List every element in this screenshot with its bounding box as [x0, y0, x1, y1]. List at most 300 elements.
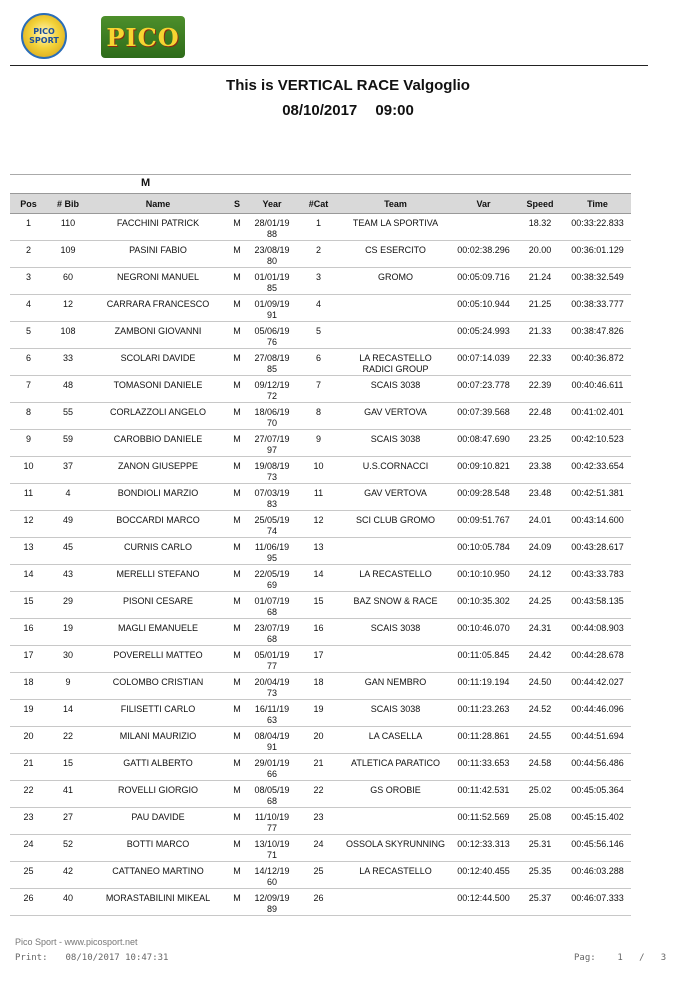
cell-name: POVERELLI MATTEO	[89, 646, 227, 673]
cell-cat: 17	[297, 646, 340, 673]
cell-pos: 10	[10, 457, 47, 484]
cell-cat: 13	[297, 538, 340, 565]
cell-var: 00:11:28.861	[451, 727, 516, 754]
cell-var: 00:08:47.690	[451, 430, 516, 457]
cell-team: GROMO	[340, 268, 451, 295]
cell-team: U.S.CORNACCI	[340, 457, 451, 484]
cell-var: 00:10:35.302	[451, 592, 516, 619]
cell-cat: 21	[297, 754, 340, 781]
cell-sex: M	[227, 538, 247, 565]
cell-time: 00:43:58.135	[564, 592, 631, 619]
cell-var: 00:10:05.784	[451, 538, 516, 565]
cell-year: 09/12/19 72	[247, 376, 297, 403]
table-row	[10, 430, 631, 457]
cell-bib: 27	[47, 808, 89, 835]
cell-cat: 3	[297, 268, 340, 295]
cell-year: 08/05/19 68	[247, 781, 297, 808]
cell-bib: 41	[47, 781, 89, 808]
cell-speed: 21.24	[516, 268, 564, 295]
cell-year: 28/01/19 88	[247, 214, 297, 241]
cell-var	[451, 214, 516, 241]
cell-bib: 42	[47, 862, 89, 889]
print-label: Print:	[15, 953, 48, 963]
cell-pos: 15	[10, 592, 47, 619]
cell-team: CS ESERCITO	[340, 241, 451, 268]
col-header-team: Team	[340, 194, 451, 214]
cell-time: 00:46:03.288	[564, 862, 631, 889]
col-header-bib: # Bib	[47, 194, 89, 214]
cell-year: 25/05/19 74	[247, 511, 297, 538]
cell-year: 27/08/19 85	[247, 349, 297, 376]
cell-speed: 24.55	[516, 727, 564, 754]
cell-pos: 9	[10, 430, 47, 457]
pico-event-logo	[101, 16, 185, 58]
cell-pos: 20	[10, 727, 47, 754]
cell-year: 14/12/19 60	[247, 862, 297, 889]
cell-speed: 25.35	[516, 862, 564, 889]
cell-speed: 25.37	[516, 889, 564, 916]
cell-sex: M	[227, 592, 247, 619]
cell-team: GS OROBIE	[340, 781, 451, 808]
col-header-speed: Speed	[516, 194, 564, 214]
cell-cat: 11	[297, 484, 340, 511]
cell-year: 05/06/19 76	[247, 322, 297, 349]
cell-bib: 4	[47, 484, 89, 511]
cell-bib: 9	[47, 673, 89, 700]
cell-var: 00:11:52.569	[451, 808, 516, 835]
cell-var: 00:10:46.070	[451, 619, 516, 646]
cell-name: PAU DAVIDE	[89, 808, 227, 835]
cell-sex: M	[227, 700, 247, 727]
cell-var: 00:07:39.568	[451, 403, 516, 430]
cell-time: 00:33:22.833	[564, 214, 631, 241]
table-row	[10, 403, 631, 430]
table-row	[10, 268, 631, 295]
cell-year: 01/09/19 91	[247, 295, 297, 322]
cell-year: 29/01/19 66	[247, 754, 297, 781]
cell-name: TOMASONI DANIELE	[89, 376, 227, 403]
cell-time: 00:44:08.903	[564, 619, 631, 646]
cell-bib: 48	[47, 376, 89, 403]
cell-team: SCI CLUB GROMO	[340, 511, 451, 538]
table-row	[10, 808, 631, 835]
cell-year: 01/07/19 68	[247, 592, 297, 619]
cell-year: 11/10/19 77	[247, 808, 297, 835]
cell-sex: M	[227, 619, 247, 646]
cell-var: 00:11:33.653	[451, 754, 516, 781]
race-datetime: 08/10/2017 09:00	[282, 102, 414, 119]
cell-time: 00:38:32.549	[564, 268, 631, 295]
cell-speed: 24.09	[516, 538, 564, 565]
cell-speed: 24.25	[516, 592, 564, 619]
col-header-sex: S	[227, 194, 247, 214]
cell-speed: 25.31	[516, 835, 564, 862]
cell-team: LA RECASTELLO RADICI GROUP	[340, 349, 451, 376]
cell-team: ATLETICA PARATICO	[340, 754, 451, 781]
cell-name: NEGRONI MANUEL	[89, 268, 227, 295]
race-title: This is VERTICAL RACE Valgoglio	[226, 77, 470, 94]
cell-bib: 33	[47, 349, 89, 376]
cell-year: 08/04/19 91	[247, 727, 297, 754]
cell-speed: 25.08	[516, 808, 564, 835]
cell-speed: 23.48	[516, 484, 564, 511]
cell-sex: M	[227, 646, 247, 673]
cell-sex: M	[227, 376, 247, 403]
cell-pos: 1	[10, 214, 47, 241]
cell-cat: 16	[297, 619, 340, 646]
cell-bib: 108	[47, 322, 89, 349]
cell-bib: 60	[47, 268, 89, 295]
table-row	[10, 565, 631, 592]
cell-time: 00:44:42.027	[564, 673, 631, 700]
results-table	[10, 193, 631, 916]
cell-year: 27/07/19 97	[247, 430, 297, 457]
cell-speed: 24.12	[516, 565, 564, 592]
cell-pos: 8	[10, 403, 47, 430]
cell-bib: 22	[47, 727, 89, 754]
cell-year: 05/01/19 77	[247, 646, 297, 673]
cell-speed: 21.33	[516, 322, 564, 349]
cell-year: 11/06/19 95	[247, 538, 297, 565]
cell-time: 00:42:51.381	[564, 484, 631, 511]
cell-pos: 16	[10, 619, 47, 646]
cell-time: 00:46:07.333	[564, 889, 631, 916]
cell-cat: 6	[297, 349, 340, 376]
cell-name: CARRARA FRANCESCO	[89, 295, 227, 322]
cell-cat: 15	[297, 592, 340, 619]
cell-name: ROVELLI GIORGIO	[89, 781, 227, 808]
cell-sex: M	[227, 754, 247, 781]
cell-year: 22/05/19 69	[247, 565, 297, 592]
cell-pos: 6	[10, 349, 47, 376]
col-header-var: Var	[451, 194, 516, 214]
results-body	[10, 214, 631, 916]
table-row	[10, 214, 631, 241]
cell-var: 00:07:14.039	[451, 349, 516, 376]
cell-team	[340, 295, 451, 322]
cell-name: SCOLARI DAVIDE	[89, 349, 227, 376]
cell-var: 00:11:23.263	[451, 700, 516, 727]
cell-time: 00:43:28.617	[564, 538, 631, 565]
category-label: M	[141, 177, 151, 189]
cell-sex: M	[227, 349, 247, 376]
cell-name: ZANON GIUSEPPE	[89, 457, 227, 484]
cell-time: 00:42:10.523	[564, 430, 631, 457]
cell-time: 00:42:33.654	[564, 457, 631, 484]
cell-bib: 37	[47, 457, 89, 484]
table-row	[10, 754, 631, 781]
cell-speed: 18.32	[516, 214, 564, 241]
cell-team: LA CASELLA	[340, 727, 451, 754]
cell-speed: 24.52	[516, 700, 564, 727]
cell-pos: 25	[10, 862, 47, 889]
cell-sex: M	[227, 484, 247, 511]
cell-bib: 29	[47, 592, 89, 619]
cell-sex: M	[227, 214, 247, 241]
table-row	[10, 457, 631, 484]
cell-speed: 22.48	[516, 403, 564, 430]
cell-name: BOCCARDI MARCO	[89, 511, 227, 538]
cell-sex: M	[227, 430, 247, 457]
cell-speed: 20.00	[516, 241, 564, 268]
cell-var: 00:05:24.993	[451, 322, 516, 349]
cell-var: 00:07:23.778	[451, 376, 516, 403]
cell-cat: 7	[297, 376, 340, 403]
cell-team	[340, 646, 451, 673]
cell-sex: M	[227, 727, 247, 754]
cell-sex: M	[227, 295, 247, 322]
cell-team	[340, 808, 451, 835]
cell-pos: 7	[10, 376, 47, 403]
cell-time: 00:38:47.826	[564, 322, 631, 349]
cell-pos: 22	[10, 781, 47, 808]
cell-pos: 17	[10, 646, 47, 673]
cell-bib: 12	[47, 295, 89, 322]
cell-time: 00:44:51.694	[564, 727, 631, 754]
table-row	[10, 835, 631, 862]
cell-name: CATTANEO MARTINO	[89, 862, 227, 889]
cell-name: ZAMBONI GIOVANNI	[89, 322, 227, 349]
table-row	[10, 295, 631, 322]
page-label: Pag:	[574, 953, 596, 963]
pico-sport-logo	[21, 13, 67, 59]
cell-time: 00:40:46.611	[564, 376, 631, 403]
cell-time: 00:43:14.600	[564, 511, 631, 538]
cell-time: 00:44:56.486	[564, 754, 631, 781]
cell-sex: M	[227, 835, 247, 862]
cell-cat: 26	[297, 889, 340, 916]
cell-bib: 109	[47, 241, 89, 268]
cell-name: CURNIS CARLO	[89, 538, 227, 565]
page-header	[0, 0, 696, 70]
cell-cat: 5	[297, 322, 340, 349]
cell-time: 00:38:33.777	[564, 295, 631, 322]
cell-bib: 15	[47, 754, 89, 781]
table-row	[10, 700, 631, 727]
cell-year: 01/01/19 85	[247, 268, 297, 295]
cell-bib: 40	[47, 889, 89, 916]
cell-bib: 52	[47, 835, 89, 862]
cell-sex: M	[227, 565, 247, 592]
cell-time: 00:41:02.401	[564, 403, 631, 430]
cell-speed: 22.39	[516, 376, 564, 403]
cell-team: LA RECASTELLO	[340, 862, 451, 889]
cell-name: COLOMBO CRISTIAN	[89, 673, 227, 700]
page-current: 1	[617, 953, 623, 963]
cell-pos: 14	[10, 565, 47, 592]
cell-name: FACCHINI PATRICK	[89, 214, 227, 241]
cell-sex: M	[227, 808, 247, 835]
cell-cat: 8	[297, 403, 340, 430]
cell-year: 19/08/19 73	[247, 457, 297, 484]
table-row	[10, 484, 631, 511]
cell-cat: 10	[297, 457, 340, 484]
col-header-time: Time	[564, 194, 631, 214]
cell-var: 00:11:42.531	[451, 781, 516, 808]
table-row	[10, 241, 631, 268]
cell-name: BONDIOLI MARZIO	[89, 484, 227, 511]
cell-year: 23/07/19 68	[247, 619, 297, 646]
cell-team	[340, 322, 451, 349]
cell-year: 20/04/19 73	[247, 673, 297, 700]
cell-name: MERELLI STEFANO	[89, 565, 227, 592]
cell-var: 00:09:10.821	[451, 457, 516, 484]
cell-team: GAV VERTOVA	[340, 484, 451, 511]
table-header-row	[10, 194, 631, 214]
cell-pos: 24	[10, 835, 47, 862]
cell-team: LA RECASTELLO	[340, 565, 451, 592]
cell-team: SCAIS 3038	[340, 430, 451, 457]
cell-pos: 5	[10, 322, 47, 349]
cell-speed: 24.01	[516, 511, 564, 538]
cell-bib: 110	[47, 214, 89, 241]
cell-sex: M	[227, 241, 247, 268]
category-bar	[10, 174, 631, 193]
table-row	[10, 619, 631, 646]
cell-name: BOTTI MARCO	[89, 835, 227, 862]
cell-sex: M	[227, 862, 247, 889]
cell-time: 00:45:56.146	[564, 835, 631, 862]
cell-team: BAZ SNOW & RACE	[340, 592, 451, 619]
print-datetime: 08/10/2017 10:47:31	[65, 953, 169, 963]
table-row	[10, 889, 631, 916]
table-row	[10, 727, 631, 754]
cell-bib: 49	[47, 511, 89, 538]
cell-pos: 3	[10, 268, 47, 295]
col-header-cat: #Cat	[297, 194, 340, 214]
cell-cat: 25	[297, 862, 340, 889]
cell-cat: 18	[297, 673, 340, 700]
cell-speed: 21.25	[516, 295, 564, 322]
cell-name: MORASTABILINI MIKEAL	[89, 889, 227, 916]
cell-speed: 24.31	[516, 619, 564, 646]
page-total: 3	[660, 953, 667, 963]
table-row	[10, 592, 631, 619]
cell-pos: 12	[10, 511, 47, 538]
cell-pos: 18	[10, 673, 47, 700]
cell-team: TEAM LA SPORTIVA	[340, 214, 451, 241]
cell-team	[340, 889, 451, 916]
table-row	[10, 862, 631, 889]
cell-sex: M	[227, 457, 247, 484]
cell-speed: 24.42	[516, 646, 564, 673]
cell-speed: 24.58	[516, 754, 564, 781]
cell-time: 00:44:46.096	[564, 700, 631, 727]
cell-speed: 25.02	[516, 781, 564, 808]
cell-pos: 2	[10, 241, 47, 268]
cell-cat: 1	[297, 214, 340, 241]
cell-time: 00:44:28.678	[564, 646, 631, 673]
cell-var: 00:12:44.500	[451, 889, 516, 916]
cell-bib: 45	[47, 538, 89, 565]
cell-pos: 23	[10, 808, 47, 835]
cell-var: 00:09:51.767	[451, 511, 516, 538]
cell-name: FILISETTI CARLO	[89, 700, 227, 727]
cell-name: PISONI CESARE	[89, 592, 227, 619]
cell-var: 00:12:33.313	[451, 835, 516, 862]
table-row	[10, 376, 631, 403]
cell-var: 00:09:28.548	[451, 484, 516, 511]
cell-sex: M	[227, 403, 247, 430]
cell-bib: 55	[47, 403, 89, 430]
logo-text-line1: PICO	[33, 27, 55, 36]
col-header-pos: Pos	[10, 194, 47, 214]
cell-team	[340, 538, 451, 565]
cell-var: 00:05:10.944	[451, 295, 516, 322]
cell-bib: 14	[47, 700, 89, 727]
table-row	[10, 538, 631, 565]
cell-bib: 30	[47, 646, 89, 673]
cell-time: 00:40:36.872	[564, 349, 631, 376]
cell-cat: 22	[297, 781, 340, 808]
cell-bib: 19	[47, 619, 89, 646]
cell-var: 00:10:10.950	[451, 565, 516, 592]
cell-name: GATTI ALBERTO	[89, 754, 227, 781]
cell-year: 13/10/19 71	[247, 835, 297, 862]
footer-print	[15, 953, 168, 963]
table-row	[10, 349, 631, 376]
cell-pos: 19	[10, 700, 47, 727]
logo-text-line2: SPORT	[29, 36, 59, 45]
cell-speed: 23.25	[516, 430, 564, 457]
cell-pos: 13	[10, 538, 47, 565]
cell-cat: 23	[297, 808, 340, 835]
cell-sex: M	[227, 673, 247, 700]
cell-team: OSSOLA SKYRUNNING	[340, 835, 451, 862]
cell-time: 00:45:05.364	[564, 781, 631, 808]
cell-cat: 19	[297, 700, 340, 727]
cell-sex: M	[227, 322, 247, 349]
cell-time: 00:45:15.402	[564, 808, 631, 835]
cell-sex: M	[227, 889, 247, 916]
cell-time: 00:36:01.129	[564, 241, 631, 268]
cell-year: 07/03/19 83	[247, 484, 297, 511]
cell-sex: M	[227, 268, 247, 295]
cell-year: 12/09/19 89	[247, 889, 297, 916]
page-separator: /	[639, 953, 645, 963]
cell-bib: 43	[47, 565, 89, 592]
cell-time: 00:43:33.783	[564, 565, 631, 592]
cell-name: MAGLI EMANUELE	[89, 619, 227, 646]
cell-name: PASINI FABIO	[89, 241, 227, 268]
cell-pos: 26	[10, 889, 47, 916]
header-divider	[10, 65, 648, 66]
cell-name: CORLAZZOLI ANGELO	[89, 403, 227, 430]
table-row	[10, 322, 631, 349]
cell-name: CAROBBIO DANIELE	[89, 430, 227, 457]
cell-cat: 24	[297, 835, 340, 862]
cell-speed: 24.50	[516, 673, 564, 700]
event-logo-text: PICO	[106, 22, 180, 52]
cell-sex: M	[227, 781, 247, 808]
col-header-year: Year	[247, 194, 297, 214]
cell-year: 16/11/19 63	[247, 700, 297, 727]
cell-cat: 9	[297, 430, 340, 457]
cell-cat: 14	[297, 565, 340, 592]
table-row	[10, 781, 631, 808]
cell-year: 23/08/19 80	[247, 241, 297, 268]
cell-pos: 4	[10, 295, 47, 322]
cell-var: 00:11:05.845	[451, 646, 516, 673]
cell-year: 18/06/19 70	[247, 403, 297, 430]
cell-team: SCAIS 3038	[340, 700, 451, 727]
col-header-name: Name	[89, 194, 227, 214]
footer-site: Pico Sport - www.picosport.net	[15, 937, 138, 947]
cell-pos: 11	[10, 484, 47, 511]
cell-cat: 12	[297, 511, 340, 538]
table-row	[10, 673, 631, 700]
cell-speed: 22.33	[516, 349, 564, 376]
